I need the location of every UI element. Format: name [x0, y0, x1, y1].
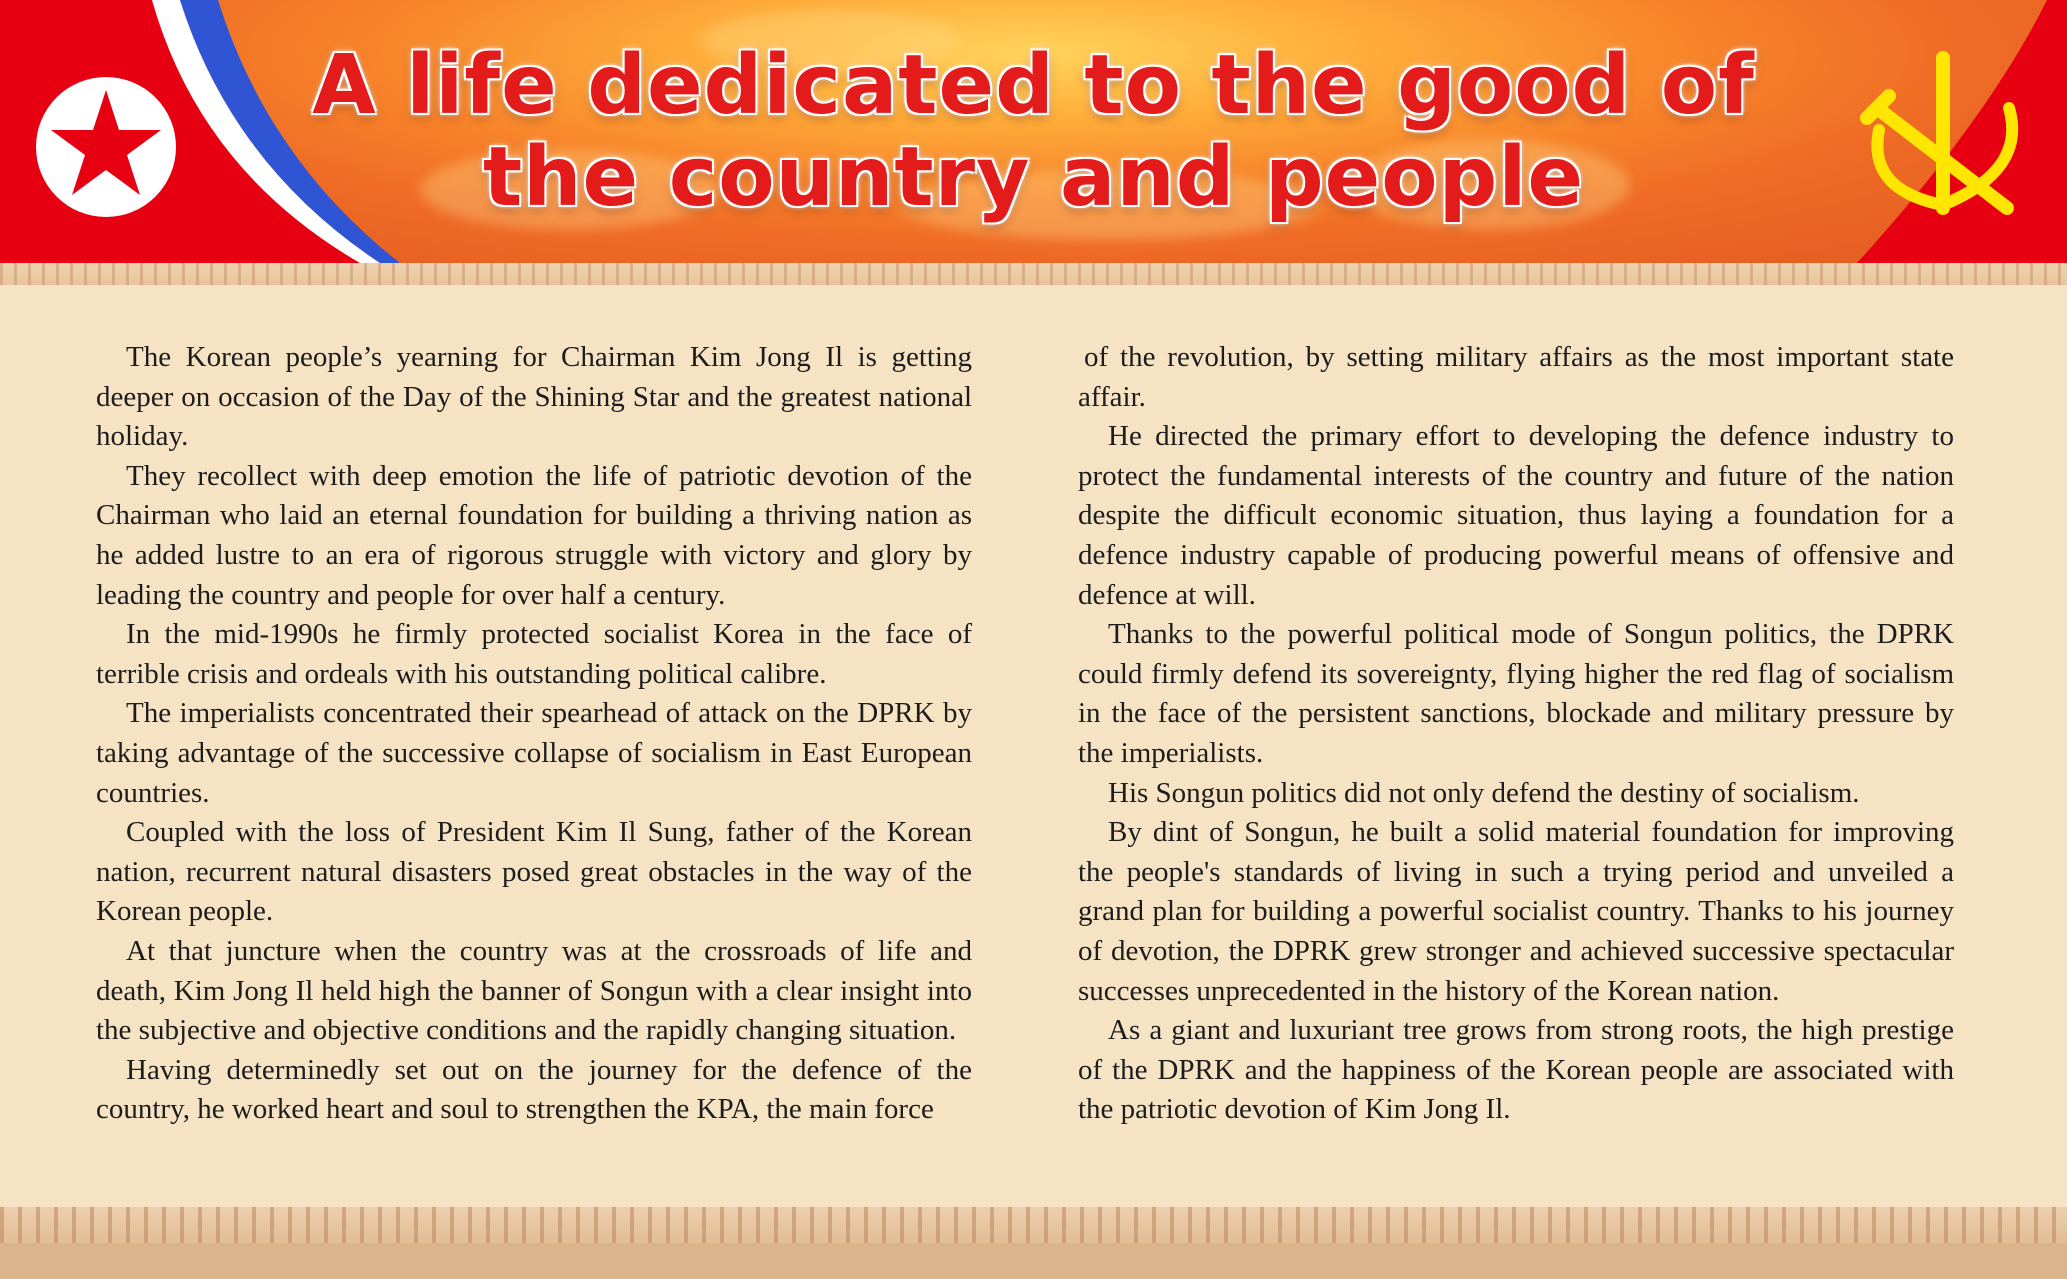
article-column-left [96, 338, 972, 1130]
footer-band [0, 1243, 2067, 1279]
paragraph: In the mid-1990s he firmly protected socialist Korea in the face of terrible crisis and ordeals with his outstanding political calibre. [96, 618, 972, 690]
top-border-ornament [0, 263, 2067, 285]
page-title [0, 40, 2067, 224]
paragraph: The Korean people’s yearning for Chairman Kim Jong Il is getting deeper on occasion of the Day of the Shining Star and the greatest national holiday. [96, 341, 972, 453]
paragraph-continued: of the revolution, by setting military affairs as the most important state affair. [1078, 341, 1954, 413]
paragraph: The imperialists concentrated their spearhead of attack on the DPRK by taking advantage of the successive collapse of socialism in East European countries. [96, 697, 972, 809]
paragraph: By dint of Songun, he built a solid material foundation for improving the people's standards of living in such a trying period and unveiled a grand plan for building a powerful socialist country. Thanks to his journey of devotion, the DPRK grew stronger and achieved successive spectacular successes unprecedented in the history of the Korean nation. [1078, 816, 1954, 1007]
paragraph: Thanks to the powerful political mode of Songun politics, the DPRK could firmly defend its sovereignty, flying higher the red flag of socialism in the face of the persistent sanctions, blockade and military pressure by the imperialists. [1078, 618, 1954, 769]
article-column-right [1078, 338, 1954, 1130]
header-banner [0, 0, 2067, 263]
paragraph: His Songun politics did not only defend the destiny of socialism. [1108, 776, 1860, 809]
paragraph: They recollect with deep emotion the life of patriotic devotion of the Chairman who laid an eternal foundation for building a thriving nation as he added lustre to an era of rigorous struggle with victory and glory by leading the country and people for over half a century. [96, 459, 972, 611]
paragraph: He directed the primary effort to developing the defence industry to protect the fundamental interests of the country and future of the nation despite the difficult economic situation, thus laying a foundation for a defence industry capable of producing powerful means of offensive and defence at will. [1078, 420, 1954, 611]
title-line-1: A life dedicated to the good of [312, 38, 1755, 133]
paragraph: As a giant and luxuriant tree grows from strong roots, the high prestige of the DPRK and the happiness of the Korean people are associated with the patriotic devotion of Kim Jong Il. [1078, 1014, 1954, 1126]
paragraph: At that juncture when the country was at the crossroads of life and death, Kim Jong Il held high the banner of Songun with a clear insight into the subjective and objective conditions and the rapidly changing situation. [96, 934, 972, 1047]
title-line-2: the country and people [482, 130, 1585, 225]
paragraph: Coupled with the loss of President Kim Il Sung, father of the Korean nation, recurrent natural disasters posed great obstacles in the way of the Korean people. [96, 816, 972, 928]
bottom-border-ornament [0, 1207, 2067, 1243]
paragraph: Having determinedly set out on the journey for the defence of the country, he worked heart and soul to strengthen the KPA, the main force [96, 1053, 972, 1126]
